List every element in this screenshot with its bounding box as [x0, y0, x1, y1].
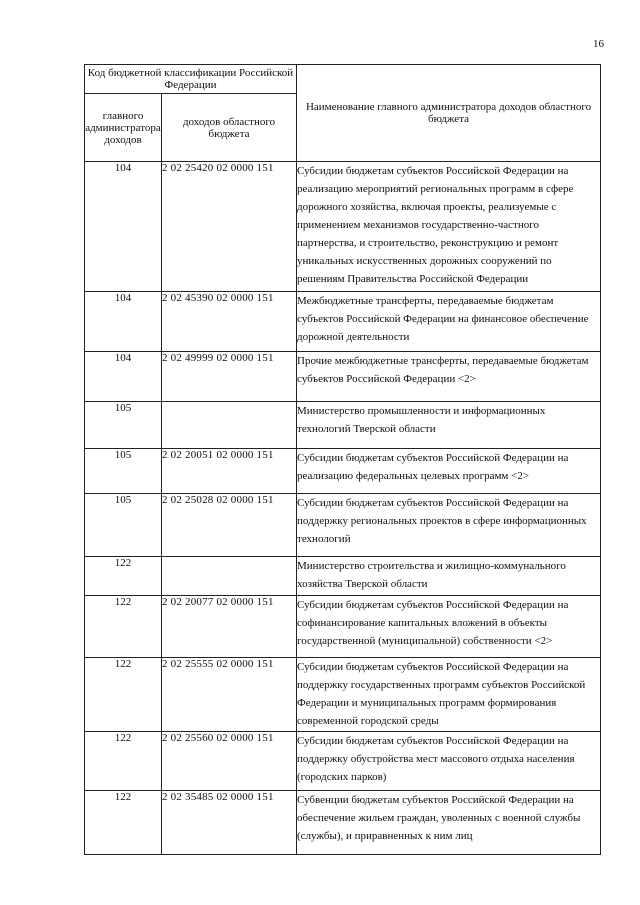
income-code-cell: 2 02 25028 02 0000 151 — [162, 494, 297, 557]
table-row — [85, 596, 601, 658]
name-cell: Субсидии бюджетам субъектов Российской Федерации на поддержку региональных проектов в сфере информационных технологий — [297, 494, 601, 557]
income-code-cell: 2 02 25555 02 0000 151 — [162, 658, 297, 732]
name-cell: Субсидии бюджетам субъектов Российской Федерации на поддержку государственных программ субъектов Российской Федерации и муниципальных программ формирования современной городской среды — [297, 658, 601, 732]
admin-code-cell: 122 — [85, 791, 162, 855]
table-row — [85, 402, 601, 449]
name-cell: Субсидии бюджетам субъектов Российской Федерации на реализацию федеральных целевых программ <2> — [297, 449, 601, 494]
table-row — [85, 292, 601, 352]
table-row — [85, 732, 601, 791]
name-cell: Субвенции бюджетам субъектов Российской Федерации на обеспечение жильем граждан, уволенных с военной службы (службы), и приравненных к ним лиц — [297, 791, 601, 855]
admin-code-cell: 104 — [85, 352, 162, 402]
income-code-cell: 2 02 20051 02 0000 151 — [162, 449, 297, 494]
admin-code-cell: 105 — [85, 494, 162, 557]
header-name: Наименование главного администратора доходов областного бюджета — [297, 65, 601, 162]
name-cell: Министерство строительства и жилищно-коммунального хозяйства Тверской области — [297, 557, 601, 596]
admin-code-cell: 104 — [85, 292, 162, 352]
income-code-cell: 2 02 49999 02 0000 151 — [162, 352, 297, 402]
table-row — [85, 494, 601, 557]
header-admin: главного администратора доходов — [85, 94, 162, 162]
name-cell: Субсидии бюджетам субъектов Российской Федерации на реализацию мероприятий региональных программ в сфере дорожного хозяйства, включая проекты, реализуемые с применением механизмов государственно-частного партнерства, и строительство, реконструкцию и ремонт уникальных искусственных дорожных сооружений по решениям Правительства Российской Федерации — [297, 162, 601, 292]
header-kbk: Код бюджетной классификации Российской Федерации — [85, 65, 297, 94]
header-income: доходов областного бюджета — [162, 94, 297, 162]
income-code-cell: 2 02 25560 02 0000 151 — [162, 732, 297, 791]
name-cell: Министерство промышленности и информационных технологий Тверской области — [297, 402, 601, 449]
page-number: 16 — [593, 38, 604, 50]
income-code-cell: 2 02 35485 02 0000 151 — [162, 791, 297, 855]
table-row — [85, 658, 601, 732]
admin-code-cell: 122 — [85, 732, 162, 791]
income-code-cell: 2 02 20077 02 0000 151 — [162, 596, 297, 658]
name-cell: Субсидии бюджетам субъектов Российской Федерации на софинансирование капитальных вложений в объекты государственной (муниципальной) собственности <2> — [297, 596, 601, 658]
income-code-cell — [162, 557, 297, 596]
income-code-cell: 2 02 45390 02 0000 151 — [162, 292, 297, 352]
income-code-cell: 2 02 25420 02 0000 151 — [162, 162, 297, 292]
name-cell: Прочие межбюджетные трансферты, передаваемые бюджетам субъектов Российской Федерации <2> — [297, 352, 601, 402]
admin-code-cell: 105 — [85, 449, 162, 494]
admin-code-cell: 122 — [85, 596, 162, 658]
table-row — [85, 162, 601, 292]
name-cell: Субсидии бюджетам субъектов Российской Федерации на поддержку обустройства мест массового отдыха населения (городских парков) — [297, 732, 601, 791]
table-row — [85, 352, 601, 402]
name-cell: Межбюджетные трансферты, передаваемые бюджетам субъектов Российской Федерации на финансовое обеспечение дорожной деятельности — [297, 292, 601, 352]
table-row — [85, 791, 601, 855]
admin-code-cell: 122 — [85, 557, 162, 596]
admin-code-cell: 122 — [85, 658, 162, 732]
table-row — [85, 449, 601, 494]
income-code-cell — [162, 402, 297, 449]
table-row — [85, 557, 601, 596]
budget-classification-table — [84, 64, 601, 855]
admin-code-cell: 104 — [85, 162, 162, 292]
admin-code-cell: 105 — [85, 402, 162, 449]
